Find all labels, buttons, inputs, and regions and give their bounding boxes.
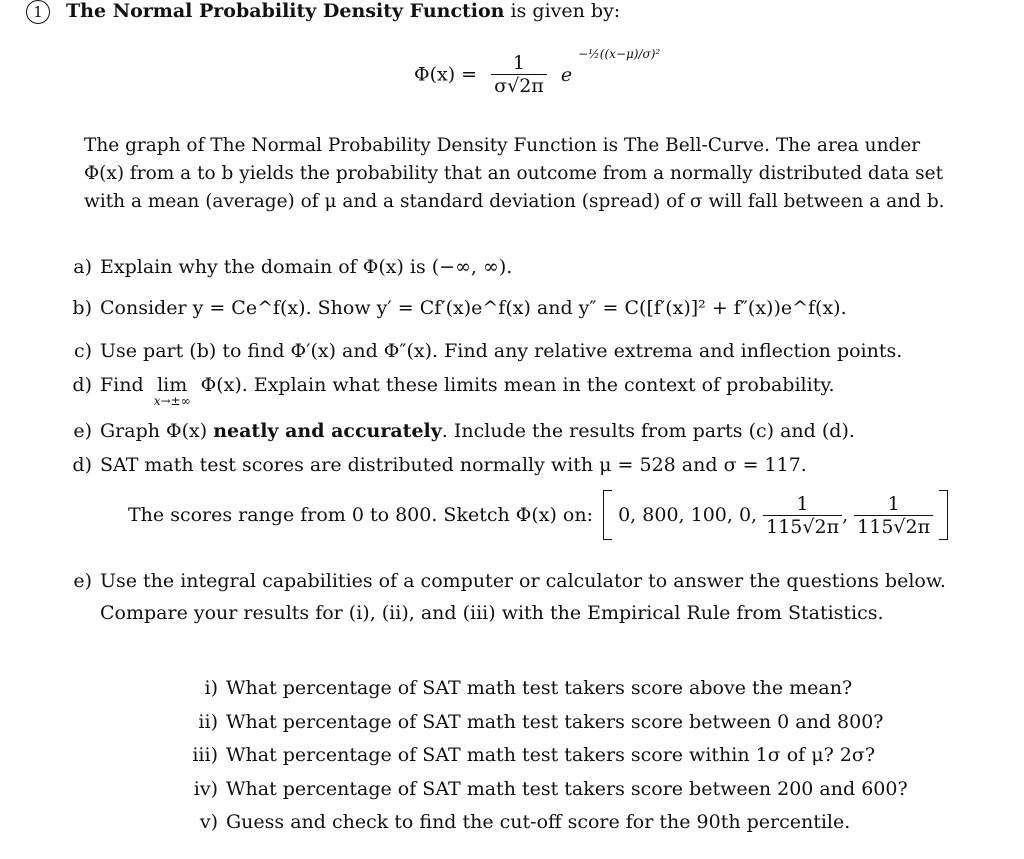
window-frac-num-1: 1 (763, 493, 842, 516)
formula-base: e (560, 63, 573, 86)
window-ymin-fraction (763, 493, 842, 538)
sub-questions (180, 672, 908, 840)
formula-lhs: Φ(x) = (414, 63, 478, 86)
part-c (60, 340, 902, 362)
window-line (128, 490, 948, 540)
part-e1-text-before: Graph Φ(x) (100, 420, 208, 442)
part-d1-text-after: Φ(x). Explain what these limits mean in the context of probability. (200, 374, 835, 396)
window-yscl-fraction (854, 493, 933, 538)
part-b (60, 297, 847, 319)
part-a (60, 256, 512, 278)
intro-line-3: with a mean (average) of μ and a standard deviation (spread) of σ will fall between a and b. (84, 191, 945, 212)
part-b-label: b) (72, 297, 92, 319)
part-a-label: a) (73, 256, 92, 278)
question-item: iii) What percentage of SAT math test takers score within 1σ of μ? 2σ? (192, 744, 876, 766)
window-values: 0, 800, 100, 0, (618, 504, 758, 526)
part-d-limits (60, 374, 835, 408)
part-d2-text: SAT math test scores are distributed normally with μ = 528 and σ = 117. (100, 454, 807, 476)
part-e2-line-2: Compare your results for (i), (ii), and (iii) with the Empirical Rule from Statistics. (100, 602, 884, 624)
intro-line-2: Φ(x) from a to b yields the probability that an outcome from a normally distributed data set (84, 163, 944, 184)
problem-title: The Normal Probability Density Function (66, 0, 505, 22)
part-d1-text-before: Find (100, 374, 144, 396)
window-frac-den-2: 115√2π (857, 515, 931, 538)
limit-subscript: x→±∞ (153, 394, 191, 408)
part-c-text: Use part (b) to find Φ′(x) and Φ″(x). Find any relative extrema and inflection points. (100, 340, 903, 362)
part-e1-text-after: . Include the results from parts (c) and (d). (441, 420, 855, 442)
part-c-label: c) (73, 340, 92, 362)
problem-number: 1 (26, 0, 50, 24)
limit-expression (154, 374, 191, 408)
formula-numerator: 1 (491, 52, 547, 75)
part-e2-line-1: Use the integral capabilities of a computer or calculator to answer the questions below. (100, 570, 946, 592)
formula-denominator: σ√2π (494, 75, 544, 97)
window-text: The scores range from 0 to 800. Sketch Φ(x) on: (128, 504, 593, 526)
question-item: iv) What percentage of SAT math test takers score between 200 and 600? (193, 777, 908, 800)
question-item: v) Guess and check to find the cut-off score for the 90th percentile. (199, 811, 851, 833)
part-e1-bold: neatly and accurately (213, 420, 442, 442)
question-item: i) What percentage of SAT math test takers score above the mean? (204, 677, 853, 699)
part-e2-label: e) (73, 570, 92, 592)
part-a-text: Explain why the domain of Φ(x) is (−∞, ∞). (100, 256, 513, 278)
part-d2-label: d) (72, 454, 92, 476)
part-d-sat (60, 454, 807, 476)
part-d1-label: d) (72, 374, 92, 396)
window-frac-num-2: 1 (854, 493, 933, 516)
window-right-bracket (939, 490, 948, 540)
window-frac-den-1: 115√2π (766, 515, 840, 538)
part-e1-label: e) (73, 420, 92, 442)
normal-pdf-formula (414, 46, 661, 97)
part-b-text: Consider y = Ce^f(x). Show y′ = Cf′(x)e^f(x) and y″ = C([f′(x)]² + f″(x))e^f(x). (100, 297, 847, 319)
formula-exponent: −½((x−μ)/σ)² (578, 46, 661, 61)
problem-title-suffix: is given by: (510, 0, 621, 22)
window-left-bracket (603, 490, 612, 540)
problem-header (26, 0, 620, 24)
intro-paragraph (84, 132, 945, 216)
formula-fraction (491, 52, 547, 97)
intro-line-1: The graph of The Normal Probability Density Function is The Bell-Curve. The area under (84, 135, 921, 156)
part-e-integral (60, 565, 946, 629)
window-separator: , (842, 504, 849, 526)
question-item: ii) What percentage of SAT math test takers score between 0 and 800? (198, 710, 884, 733)
part-e-graph (60, 420, 855, 442)
limit-lim: lim (157, 374, 188, 396)
